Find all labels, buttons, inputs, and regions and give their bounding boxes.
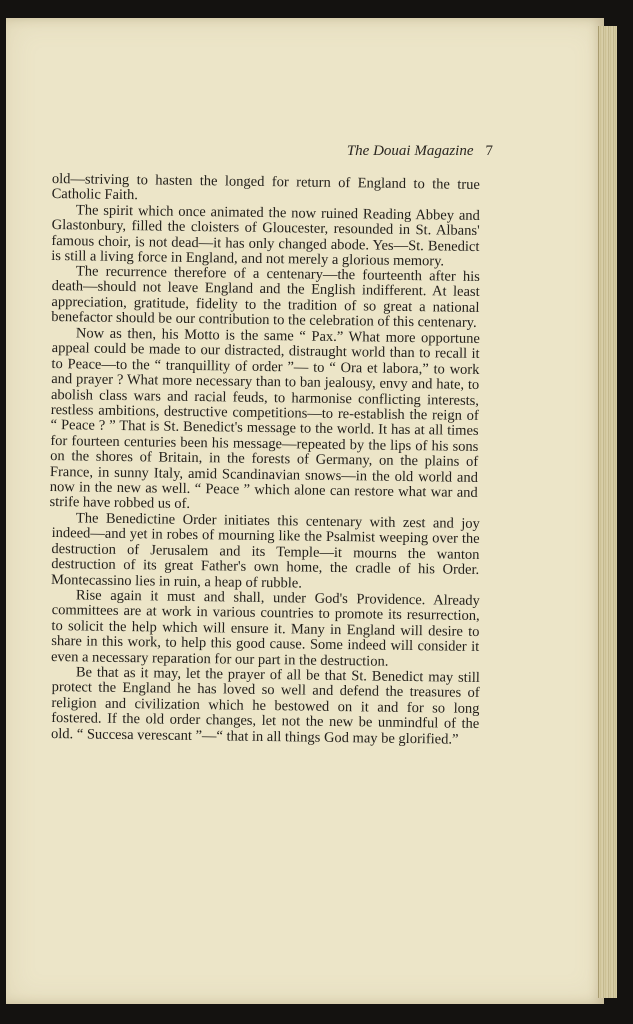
paragraph: The Benedictine Order initiates this centenary with zest and joy indeed—and yet in robes of mourning like the Psalmist weeping over the destruction of Jerusalem and its Temple—it mourns the wanton destruction of its great Father's own home, the cradle of his Order. Montecassino lies in ruin, a heap of rubble. [50, 510, 480, 592]
paragraph: Be that as it may, let the prayer of all be that St. Benedict may still protect the England he has loved so well and defend the treasures of religion and civilization which he bestowed on it and for so long fostered. If the old order changes, let not the new be unmindful of the old. “ Succesa verescant ”—“ that in all things God may be glorified.” [50, 664, 480, 748]
article-body [49, 171, 480, 748]
paragraph: The recurrence therefore of a centenary—the fourteenth after his death—should not leave England and the English indifferent. At least appreciation, gratitude, fidelity to the tradition of so great a national benefactor should be our contribution to the celebration of this centenary. [51, 263, 480, 332]
page-number: 7 [485, 143, 493, 159]
magazine-title: The Douai Magazine [346, 143, 474, 159]
paragraph: Rise again it must and shall, under God's Providence. Already committees are at work in various countries to promote its resurrection, to solicit the help which will ensure it. Many in England will desire to share in this work, to help this good cause. Some indeed will consider it even a necessary reparation for our part in the destruction. [50, 587, 480, 670]
paragraph: old—striving to hasten the longed for return of England to the true Catholic Faith. [51, 171, 480, 204]
paragraph: The spirit which once animated the now ruined Reading Abbey and Glastonbury, filled the cloisters of Gloucester, resounded in St. Albans' famous choir, is not dead—it has only changed abode. Yes—St. Benedict is still a living force in England, and not merely a glorious memory. [51, 202, 480, 270]
running-header [347, 143, 493, 160]
page-edges [598, 26, 617, 998]
paragraph: Now as then, his Motto is the same “ Pax.” What more opportune appeal could be made to our distracted, distraught world than to recall it to Peace—to the “ tranquillity of order ”— to “ Ora et labora,” to work and prayer ? What more necessary than to ban jealousy, envy and hate, to abolish class wars and racial feuds, to harmonise conflicting interests, restless ambitions, destructive competitions—to re-establish the reign of “ Peace ? ” That is St. Benedict's message to the world. It has at all times for fourteen centuries been his message—repeated by the lips of his sons on the shores of Britain, in the forests of Germany, on the plains of France, in sunny Italy, amid Scandinavian snows—in the old world and now in the new as well. “ Peace ” which alone can restore what war and strife have robbed us of. [49, 325, 480, 513]
